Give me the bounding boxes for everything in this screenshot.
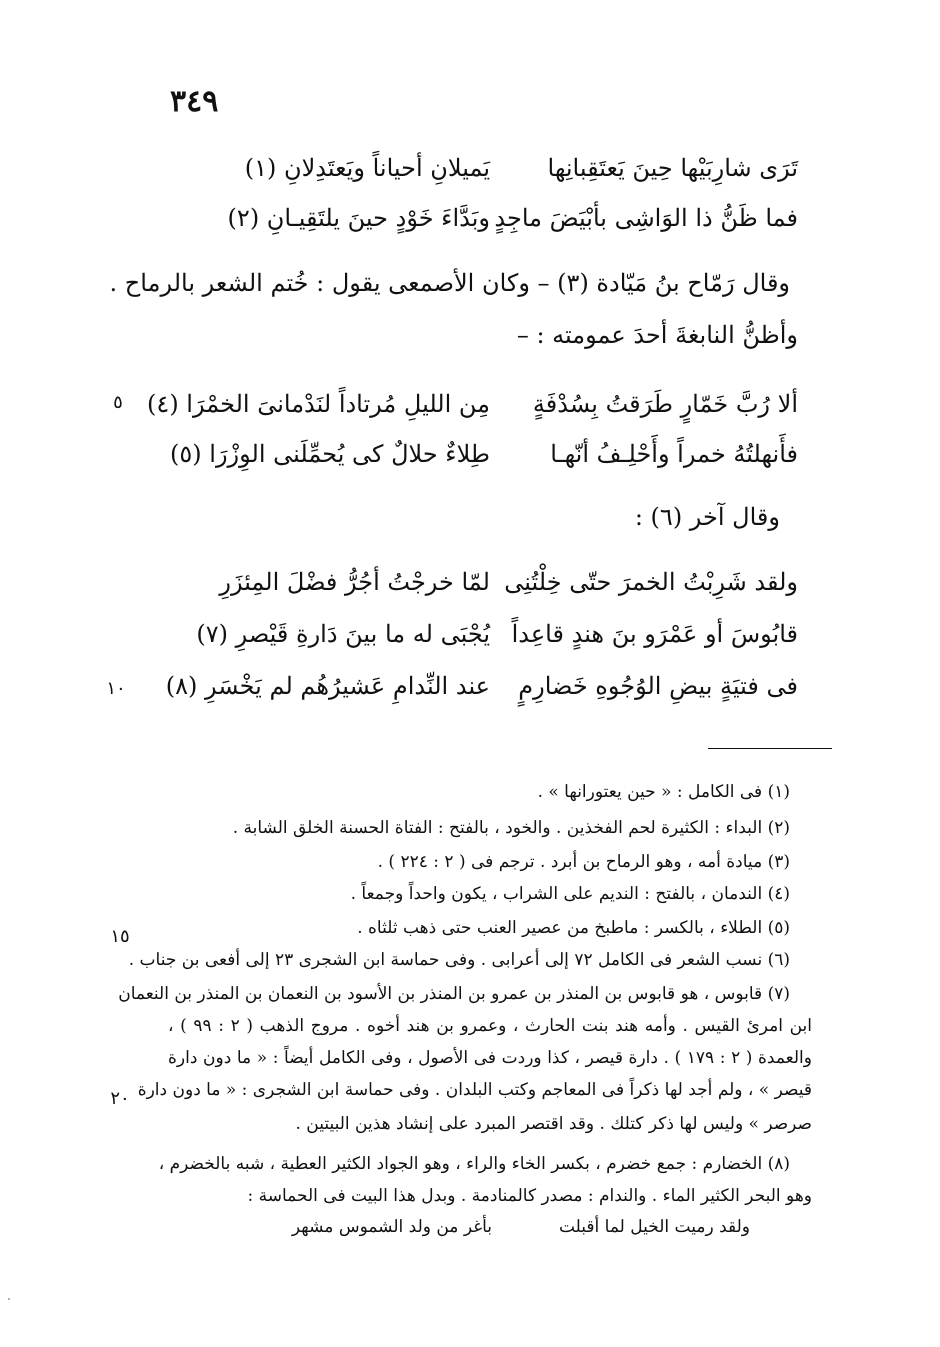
verse-second-hemistich: يُجْبَى له ما بينَ دَارةِ قَيْصرِ (٧) <box>196 620 490 648</box>
footnote: (١) فى الكامل : « حين يعتورانها » . <box>537 782 790 802</box>
verse-first-hemistich: قابُوسَ أو عَمْرَو بنَ هندٍ قاعِداً <box>511 620 798 648</box>
footnote-divider <box>708 748 832 749</box>
verse-second-hemistich: طِلاءٌ حلالٌ كى يُحمِّلَنى الوِزْرَا (٥) <box>170 440 490 468</box>
verse-second-hemistich: لمّا خرجْتُ أجُرُّ فضْلَ المِئزَرِ <box>219 568 490 596</box>
verse-line <box>160 432 798 476</box>
scan-speck <box>8 1298 10 1300</box>
footnote: (٧) قابوس ، هو قابوس بن المنذر بن عمرو بن المنذر بن الأسود بن النعمان بن المنذر بن النعمان <box>118 984 790 1004</box>
footnote: (٤) الندمان ، بالفتح : النديم على الشراب ، يكون واحداً وجمعاً . <box>350 884 790 904</box>
prose-line: وقال رَمّاح بنُ مَيّادة (٣) – وكان الأصمعى يقول : خُتم الشعر بالرماح . <box>109 269 790 297</box>
footnote: (٣) ميادة أمه ، وهو الرماح بن أبرد . ترجم فى ( ٢ : ٢٢٤ ) . <box>377 852 790 872</box>
line-marker: ٢٠ <box>110 1088 130 1109</box>
verse-second-hemistich: وبَدَّاءَ خَوْدٍ حينَ يلتَقِيـانِ (٢) <box>227 204 490 232</box>
verse-line <box>147 382 798 426</box>
footnote: (٥) الطلاء ، بالكسر : ماطبخ من عصير العنب حتى ذهب ثلثاه . <box>357 918 790 938</box>
prose-line: وأظنُّ النابغةَ أحدَ عمومته : – <box>516 321 798 349</box>
footnote-quoted-verse <box>280 1212 750 1242</box>
footnote: (٦) نسب الشعر فى الكامل ٧٢ إلى أعرابى . وفى حماسة ابن الشجرى ٢٣ إلى أفعى بن جناب . <box>128 950 790 970</box>
page-number: ٣٤٩ <box>170 84 219 119</box>
verse-first-hemistich: ولقد رميت الخيل لما أقبلت <box>558 1217 750 1237</box>
verse-first-hemistich: فما ظَنُّ ذا الوَاشِى بأبْيَضَ ماجِدٍ <box>494 204 798 232</box>
verse-first-hemistich: فى فتيَةٍ بيضِ الوُجُوهِ خَضارِمٍ <box>518 672 798 700</box>
verse-second-hemistich: مِن الليلِ مُرتاداً لنَدْمانىَ الخمْرَا (٤) <box>147 390 490 418</box>
verse-second-hemistich: يَميلانِ أحياناً ويَعتَدِلانِ (١) <box>244 154 490 182</box>
line-marker: ١٠ <box>106 678 126 699</box>
verse-second-hemistich: عند النِّدامِ عَشيرُهُم لم يَخْسَرِ (٨) <box>165 672 490 700</box>
verse-line <box>160 612 798 656</box>
verse-first-hemistich: تَرَى شارِبَيْها حِينَ يَعتَقِبانِها <box>547 154 798 182</box>
footnote: قيصر » ، ولم أجد لها ذكراً فى المعاجم وكتب البلدان . وفى حماسة ابن الشجرى : « ما دون دارة <box>137 1080 812 1100</box>
footnote: صرصر » وليس لها ذكر كتلك . وقد اقتصر المبرد على إنشاد هذين البيتين . <box>295 1114 812 1134</box>
verse-line <box>160 560 798 604</box>
verse-first-hemistich: ألا رُبَّ خَمّارٍ طَرَقتُ بِسُدْفَةٍ <box>532 390 798 418</box>
line-marker: ٥ <box>113 392 123 413</box>
footnote: (٨) الخضارم : جمع خضرم ، بكسر الخاء والراء ، وهو الجواد الكثير العطية ، شبه بالخضرم ، <box>158 1154 790 1174</box>
verse-line <box>160 146 798 190</box>
verse-line <box>160 196 798 240</box>
prose-line: وقال آخر (٦) : <box>634 503 780 531</box>
footnote: وهو البحر الكثير الماء . والندام : مصدر كالمنادمة . وبدل هذا البيت فى الحماسة : <box>247 1186 812 1206</box>
verse-first-hemistich: فأَنهلتُهُ خمراً وأَحْلِـفُ أنّهـا <box>550 440 798 468</box>
verse-second-hemistich: بأغر من ولد الشموس مشهر <box>291 1217 492 1237</box>
verse-line <box>160 664 798 708</box>
footnote: (٢) البداء : الكثيرة لحم الفخذين . والخود ، بالفتح : الفتاة الحسنة الخلق الشابة . <box>232 818 790 838</box>
footnote: ابن امرئ القيس . وأمه هند بنت الحارث ، وعمرو بن هند أخوه . مروج الذهب ( ٢ : ٩٩ ) ، <box>168 1016 812 1036</box>
verse-first-hemistich: ولقد شَرِبْتُ الخمرَ حتّى خِلْتُنِى <box>504 568 798 596</box>
footnote: والعمدة ( ٢ : ١٧٩ ) . دارة قيصر ، كذا وردت فى الأصول ، وفى الكامل أيضاً : « ما دون دارة <box>168 1048 812 1068</box>
line-marker: ١٥ <box>110 926 130 947</box>
